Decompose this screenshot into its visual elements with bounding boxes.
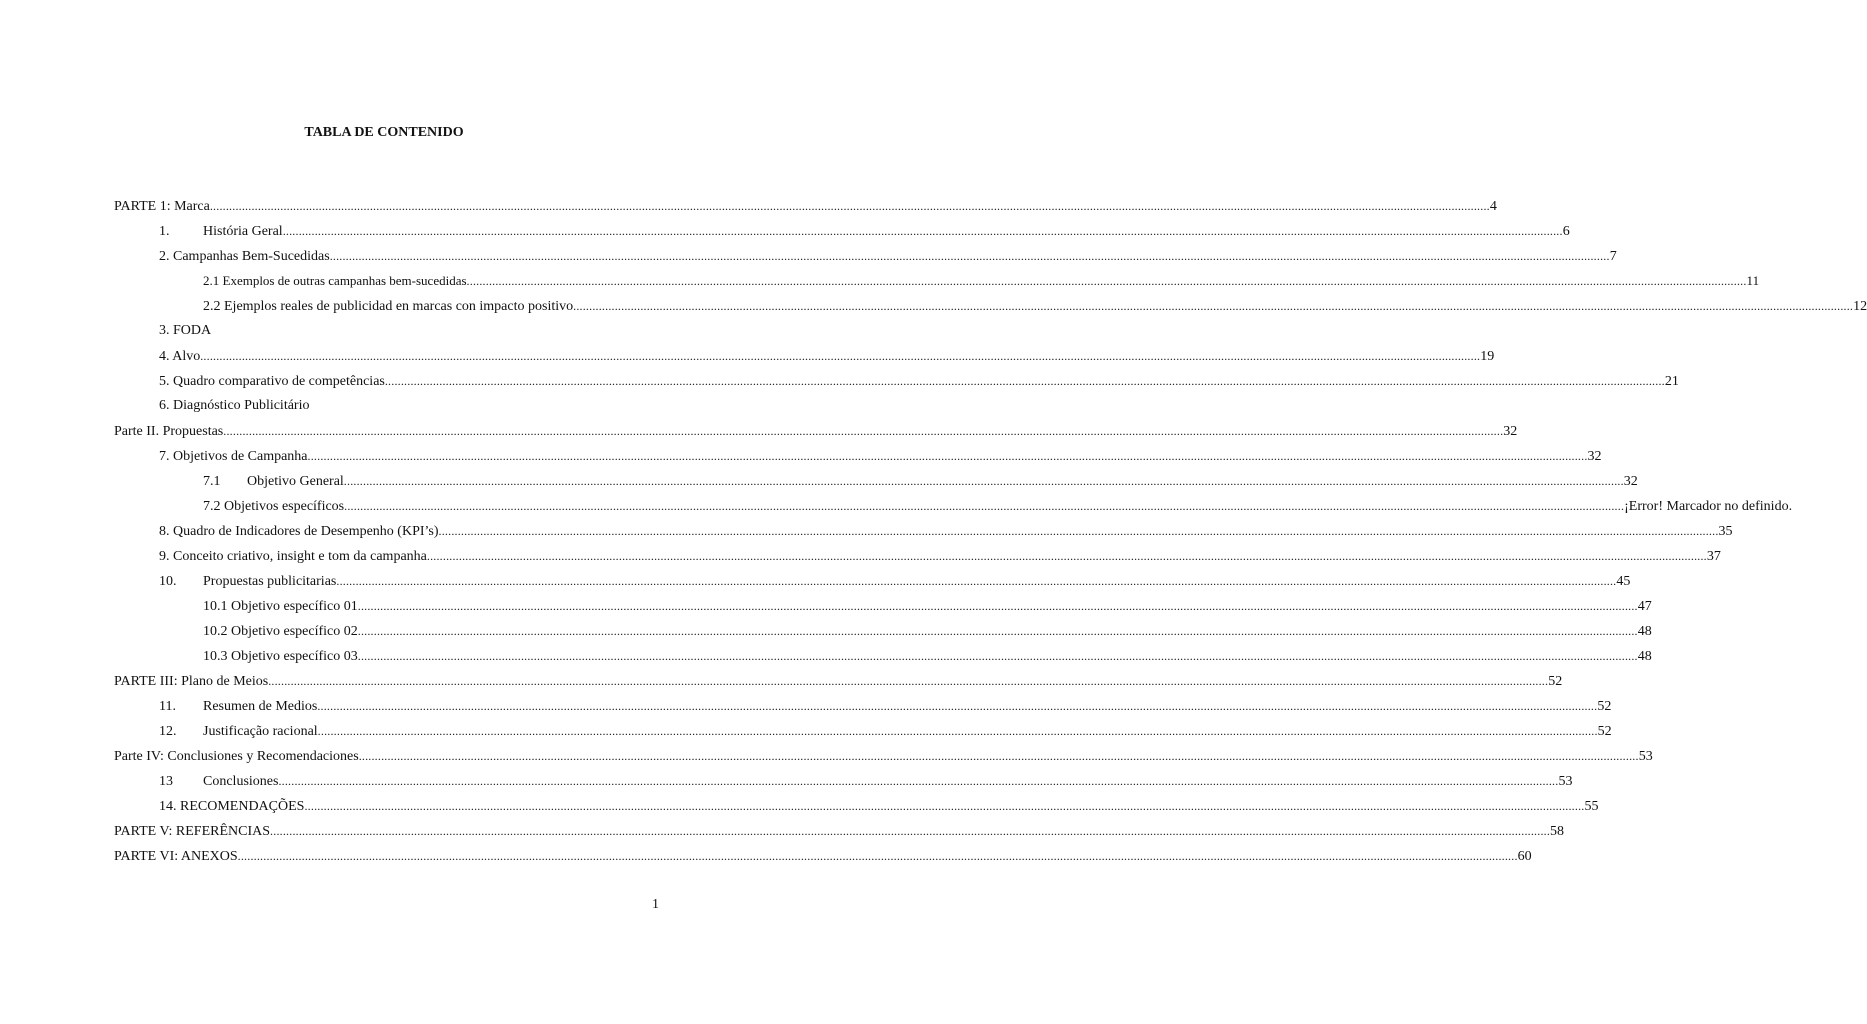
toc-entry-page: 32: [1587, 449, 1602, 464]
toc-entry-title: [203, 647, 358, 667]
toc-entry-title: [114, 847, 238, 867]
toc-entry-label: 10.3 Objetivo específico 03: [203, 649, 358, 664]
toc-entry-number: 13: [159, 774, 173, 789]
toc-entry-page: 52: [1597, 724, 1612, 739]
toc-entry[interactable]: [159, 221, 1570, 241]
toc-entry-title: [159, 547, 427, 567]
toc-entry-label: Propuestas publicitarias: [203, 574, 337, 589]
toc-entry-label: PARTE 1: Marca: [114, 199, 210, 214]
dot-leader: ................................................................................................................................................................................................................................................................................................................................................................................................................: [357, 599, 1638, 613]
toc-entry-label: 7.2 Objetivos específicos: [203, 499, 345, 514]
toc-entry-label: 10.1 Objetivo específico 01: [203, 599, 358, 614]
toc-entry-title: [159, 697, 317, 717]
toc-entry-label: Justificação racional: [203, 724, 318, 739]
toc-entry-label: Objetivo General: [247, 474, 344, 489]
toc-entry-label: 7. Objetivos de Campanha: [159, 449, 308, 464]
toc-entry-page: 12: [1853, 299, 1867, 314]
toc-entry-label: 4. Alvo: [159, 349, 201, 364]
dot-leader: ................................................................................................................................................................................................................................................................................................................................................................................................................: [438, 524, 1719, 538]
toc-entry-page: 11: [1746, 273, 1760, 288]
toc-entry[interactable]: [159, 321, 400, 341]
toc-entry-page: 58: [1550, 824, 1565, 839]
toc-entry-title: [159, 447, 308, 467]
dot-leader: ................................................................................................................................................................................................................................................................................................................................................................................................................: [573, 299, 1854, 313]
toc-entry-label: Parte II. Propuestas: [114, 424, 224, 439]
dot-leader: ................................................................................................................................................................................................................................................................................................................................................................................................................: [384, 374, 1665, 388]
dot-leader: ................................................................................................................................................................................................................................................................................................................................................................................................................: [357, 624, 1638, 638]
toc-entry-page: 45: [1616, 574, 1631, 589]
toc-entry-number: 1.: [159, 224, 170, 239]
toc-entry-title: [159, 321, 211, 341]
toc-entry[interactable]: [114, 746, 1653, 766]
dot-leader: ................................................................................................................................................................................................................................................................................................................................................................................................................: [304, 799, 1585, 813]
toc-entry-title: [114, 747, 359, 767]
toc-entry-page: 21: [1664, 374, 1679, 389]
toc-entry-label: História Geral: [203, 224, 283, 239]
toc-entry-page: 37: [1706, 549, 1721, 564]
toc-entry-page: 7: [1609, 249, 1617, 264]
toc-entry-page: 32: [1503, 424, 1518, 439]
toc-entry-title: [203, 472, 344, 492]
toc-entry-page: ¡Error! Marcador no definido.: [1624, 499, 1793, 514]
toc-entry-title: [159, 372, 385, 392]
toc-entry-number: 11.: [159, 699, 176, 714]
toc-entry-page: 53: [1638, 749, 1653, 764]
toc-entry[interactable]: [159, 396, 500, 416]
toc-entry[interactable]: [203, 296, 1867, 316]
toc-entry-page: 60: [1517, 849, 1532, 864]
dot-leader: ................................................................................................................................................................................................................................................................................................................................................................................................................: [357, 649, 1638, 663]
dot-leader: ................................................................................................................................................................................................................................................................................................................................................................................................................: [200, 349, 1481, 363]
toc-entry-title: [203, 622, 358, 642]
dot-leader: ................................................................................................................................................................................................................................................................................................................................................................................................................: [237, 849, 1518, 863]
toc-entry[interactable]: [114, 196, 1497, 216]
toc-entry[interactable]: [114, 821, 1565, 841]
dot-leader: ................................................................................................................................................................................................................................................................................................................................................................................................................: [209, 199, 1490, 213]
toc-entry-title: [114, 822, 270, 842]
toc-entry-title: [159, 247, 330, 267]
toc-entry-page: 4: [1489, 199, 1497, 214]
toc-entry-label: 2.2 Ejemplos reales de publicidad en marcas con impacto positivo: [203, 299, 574, 314]
toc-entry-label: 3. FODA: [159, 323, 212, 338]
toc-entry-title: [159, 396, 309, 416]
toc-entry-title: [159, 722, 318, 742]
toc-entry[interactable]: [159, 371, 1679, 391]
toc-entry-title: [203, 497, 344, 517]
toc-entry-label: Parte IV: Conclusiones y Recomendaciones: [114, 749, 359, 764]
dot-leader: ................................................................................................................................................................................................................................................................................................................................................................................................................: [268, 674, 1549, 688]
toc-entry-label: 2. Campanhas Bem-Sucedidas: [159, 249, 330, 264]
dot-leader: ................................................................................................................................................................................................................................................................................................................................................................................................................: [223, 424, 1504, 438]
toc-entry-label: 8. Quadro de Indicadores de Desempenho (KPI’s): [159, 524, 439, 539]
toc-entry-page: 47: [1637, 599, 1652, 614]
toc-entry[interactable]: [159, 546, 1721, 566]
toc-entry-title: [159, 347, 200, 367]
toc-entry[interactable]: [203, 621, 1652, 641]
dot-leader: ................................................................................................................................................................................................................................................................................................................................................................................................................: [282, 224, 1563, 238]
dot-leader: ................................................................................................................................................................................................................................................................................................................................................................................................................: [343, 474, 1624, 488]
dot-leader: ................................................................................................................................................................................................................................................................................................................................................................................................................: [307, 449, 1588, 463]
toc-entry-title: [159, 522, 439, 542]
toc-entry-title: [159, 772, 278, 792]
toc-entry-title: [159, 797, 304, 817]
dot-leader: ................................................................................................................................................................................................................................................................................................................................................................................................................: [317, 699, 1598, 713]
toc-entry-number: 10.: [159, 574, 177, 589]
toc-entry[interactable]: [159, 346, 1495, 366]
dot-leader: ................................................................................................................................................................................................................................................................................................................................................................................................................: [270, 824, 1551, 838]
page-number: 1: [652, 897, 659, 912]
toc-entry[interactable]: [114, 846, 1532, 866]
dot-leader: ................................................................................................................................................................................................................................................................................................................................................................................................................: [358, 749, 1639, 763]
toc-entry-label: 5. Quadro comparativo de competências: [159, 374, 385, 389]
toc-entry-title: [114, 672, 268, 692]
toc-entry-number: 7.1: [203, 474, 221, 489]
toc-title: TABLA DE CONTENIDO: [304, 125, 464, 140]
toc-entry[interactable]: [159, 571, 1631, 591]
toc-entry-title: [203, 271, 467, 291]
toc-entry-page: 6: [1562, 224, 1570, 239]
toc-entry-page: 35: [1718, 524, 1733, 539]
toc-entry-label: PARTE III: Plano de Meios: [114, 674, 269, 689]
dot-leader: ................................................................................................................................................................................................................................................................................................................................................................................................................: [329, 249, 1610, 263]
toc-entry-label: PARTE VI: ANEXOS: [114, 849, 238, 864]
toc-entry-number: 12.: [159, 724, 177, 739]
toc-entry[interactable]: [159, 521, 1733, 541]
toc-entry[interactable]: [159, 721, 1612, 741]
toc-entry-label: 9. Conceito criativo, insight e tom da campanha: [159, 549, 427, 564]
dot-leader: ................................................................................................................................................................................................................................................................................................................................................................................................................: [317, 724, 1598, 738]
toc-entry[interactable]: [114, 671, 1563, 691]
toc-entry-title: [114, 422, 223, 442]
toc-entry[interactable]: [114, 421, 1518, 441]
toc-entry-page: 53: [1558, 774, 1573, 789]
toc-entry-label: 14. RECOMENDAÇÕES: [159, 799, 305, 814]
dot-leader: ................................................................................................................................................................................................................................................................................................................................................................................................................: [336, 574, 1617, 588]
toc-entry[interactable]: [203, 646, 1652, 666]
dot-leader: ................................................................................................................................................................................................................................................................................................................................................................................................................: [344, 499, 1625, 513]
toc-entry[interactable]: [203, 496, 1793, 516]
toc-entry-title: [159, 222, 283, 242]
dot-leader: ................................................................................................................................................................................................................................................................................................................................................................................................................: [426, 549, 1707, 563]
toc-entry[interactable]: [159, 771, 1573, 791]
toc-entry[interactable]: [159, 246, 1617, 266]
toc-entry[interactable]: [203, 471, 1638, 491]
dot-leader: ................................................................................................................................................................................................................................................................................................................................................................................................................: [278, 774, 1559, 788]
toc-entry-title: [159, 572, 336, 592]
toc-entry-label: 6. Diagnóstico Publicitário: [159, 398, 310, 413]
toc-entry-page: 55: [1584, 799, 1599, 814]
dot-leader: ................................................................................................................................................................................................................................................................................................................................................................................................................: [466, 274, 1747, 288]
toc-entry-page: 19: [1480, 349, 1495, 364]
toc-entry-page: 52: [1597, 699, 1612, 714]
toc-entry[interactable]: [203, 271, 1760, 291]
toc-entry[interactable]: [159, 446, 1602, 466]
toc-entry-page: 32: [1623, 474, 1638, 489]
toc-entry-page: 48: [1637, 649, 1652, 664]
toc-entry[interactable]: [159, 796, 1599, 816]
toc-entry-page: 48: [1637, 624, 1652, 639]
toc-entry-title: [114, 197, 210, 217]
toc-entry-label: Conclusiones: [203, 774, 279, 789]
toc-entry-title: [203, 597, 358, 617]
toc-entry-label: 10.2 Objetivo específico 02: [203, 624, 358, 639]
toc-entry[interactable]: [159, 696, 1612, 716]
toc-entry-label: PARTE V: REFERÊNCIAS: [114, 824, 271, 839]
toc-entry-label: 2.1 Exemplos de outras campanhas bem-sucedidas: [203, 273, 467, 288]
toc-entry-page: 52: [1548, 674, 1563, 689]
toc-entry[interactable]: [203, 596, 1652, 616]
toc-entry-title: [203, 297, 573, 317]
toc-entry-label: Resumen de Medios: [203, 699, 318, 714]
